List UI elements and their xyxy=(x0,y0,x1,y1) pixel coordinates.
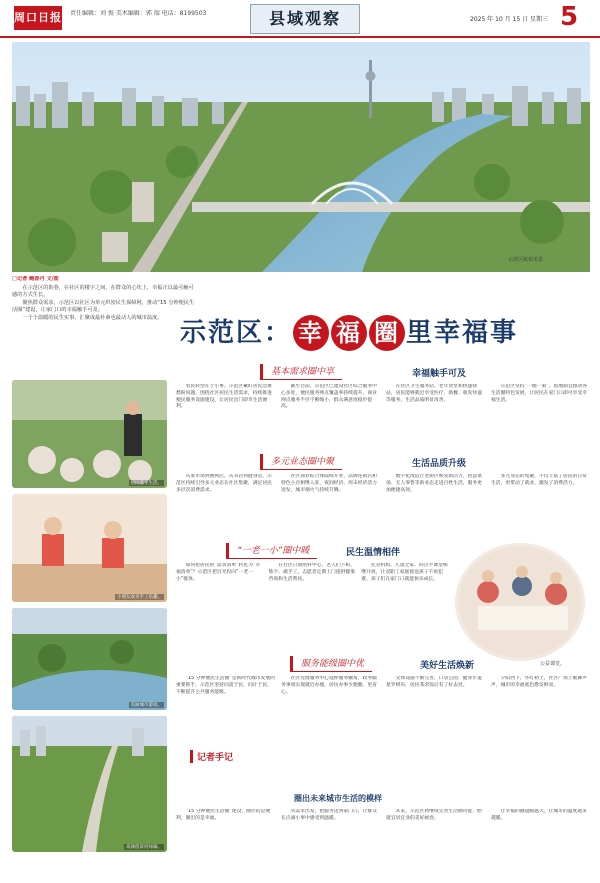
intro-paragraph: 聚焦群众需求，示范区以社区为单元织密民生保障网，推动“15 分钟便民生活圈”建设，让家门口的幸福触手可及。 xyxy=(12,300,195,313)
text-column: 文体设施不断完善，口袋公园、健身步道星罗棋布，居民茶余饭后有了好去处。 xyxy=(386,676,482,688)
text-column: 未来，示范区将继续完善生活圈功能，绘就宜居宜业的美好画卷。 xyxy=(386,809,482,821)
headline-suffix: 里幸福事 xyxy=(406,318,519,348)
headline-char-circle: 幸 xyxy=(293,315,329,351)
reporter-title: 圈出未来城市生活的模样 xyxy=(294,794,382,803)
reporter-body xyxy=(176,809,590,865)
section-body xyxy=(176,563,448,659)
reporter-tag: 记者手记 xyxy=(190,750,233,763)
side-photo-caption: 居民悠享生活。 xyxy=(130,481,162,486)
newspaper-logo: 周口日报 xyxy=(14,6,62,30)
main-headline xyxy=(180,312,519,352)
intro-text xyxy=(12,276,197,396)
children-photo xyxy=(12,494,167,602)
section-body xyxy=(176,676,590,730)
section-body xyxy=(176,474,590,544)
intro-paragraph: 在示范区的街巷，在社区的楼宇之间，在群众的心坎上，幸福正以最可触可感的方式生长。 xyxy=(12,285,194,298)
side-photo xyxy=(12,380,167,488)
text-column: 示范区坚持“一圈一策”，因地制宜推动各生活圈特色发展，让居民在家门口即可享受幸福生活。 xyxy=(491,384,588,403)
text-column: 从需求出发，把服务送到家门口，让群众在点滴小事中感受到温暖。 xyxy=(281,809,377,821)
people-photo xyxy=(12,380,167,488)
text-column: 从菜市场到便利店，从书店到健身房，示范区持续引导多元业态在社区集聚，满足居民多层次消费需求。 xyxy=(176,474,272,493)
section-title: 民生温情相伴 xyxy=(346,548,401,558)
column-title: 县域观察 xyxy=(250,4,360,34)
text-column: 让幸福的圈越画越大，让城市的温度越来越暖。 xyxy=(491,809,587,821)
side-photo-caption: 美丽城市游园。 xyxy=(130,703,162,708)
side-photo xyxy=(12,494,167,602)
aerial-city-image xyxy=(12,42,590,272)
text-column: 在社区日间照料中心，老人们下棋、练字、做手工，志愿者定期上门提供健康咨询和生活帮扶。 xyxy=(268,563,356,582)
intro-paragraph: 一个个温暖的民生实事，汇聚成最朴素也最动人的城市温度。 xyxy=(22,315,163,321)
text-column: 农民转型在于小事。示范区紧盯居民急难愁盼问题，围绕社区居民生活需求，持续推进便民服务设施建设，让居民出门即享生活便利。 xyxy=(176,384,272,410)
aerial-photo xyxy=(12,42,590,272)
byline: □记者 鲍春丹 文/图 xyxy=(12,276,59,282)
page-number: 5 xyxy=(560,2,579,32)
headline-char-circle: 福 xyxy=(331,315,367,351)
text-column: 夕阳西下，华灯初上，社区广场上歌舞声声，城市的幸福底色愈发鲜亮。 xyxy=(491,676,587,688)
editor-info xyxy=(70,10,240,18)
side-photo xyxy=(12,608,167,710)
section-header xyxy=(176,454,590,472)
text-column: 托育机构、儿童之家、四点半课堂相继开放，让双职工家庭接送孩子不再犯难，孩子们在家门口就能快乐成长。 xyxy=(361,563,448,582)
section-title: 美好生活焕新 xyxy=(420,661,475,671)
section-label: 服务能级圈中优 xyxy=(290,656,372,672)
headline-char-circle: 圈 xyxy=(369,315,405,351)
park-photo xyxy=(12,608,167,710)
section-services xyxy=(176,656,590,730)
reporter-note xyxy=(176,745,590,821)
section-business xyxy=(176,454,590,544)
side-photo-caption: 小朋友欢享手工乐趣。 xyxy=(117,595,162,600)
text-column: 多元业态的集聚，不仅丰富了居民的日常生活，更带动了就业、激发了消费活力。 xyxy=(491,474,587,486)
section-header xyxy=(176,364,590,382)
text-column: 社区党群服务中心延伸服务触角，政务服务事项实现就近办理，居民办事少跑腿、更省心。 xyxy=(281,676,377,695)
text-column: 截至目前，示范区已建设社区综合服务中心多处，便民服务网点覆盖率持续提升，商业网点服务半径不断缩小，群众满意度稳步提高。 xyxy=(281,384,377,410)
round-photo xyxy=(455,543,585,661)
section-title: 生活品质升级 xyxy=(412,459,467,469)
editor-line: 责任编辑：刘 俊 美术编辑：郭 瑞 电话：8199503 xyxy=(70,10,207,17)
text-column: “15 分钟便民生活圈”是新时代城市发展的重要抓手，示范区坚持问需于民、问计于民，不断提升公共服务能级。 xyxy=(176,676,275,695)
section-label: 多元业态圈中聚 xyxy=(260,454,342,470)
text-column: “15 分钟便民生活圈”建设，圈住的是便利，圈出的是幸福。 xyxy=(176,809,271,821)
text-column: 数字化改造让老街区焕发新活力，智慧菜场、无人零售等新业态走进百姓生活，服务更加便捷高效。 xyxy=(386,474,482,493)
section-title: 幸福触手可及 xyxy=(412,369,467,379)
issue-date: 2025 年 10 月 15 日 星期三 xyxy=(470,16,548,23)
top-photo-caption: 示范区航拍美景。 xyxy=(507,257,548,263)
text-column: 如何把居民的“需求清单”转化为“幸福清单”？示范区把目光投向“一老一小”群体。 xyxy=(176,563,261,582)
text-column: 社区商业综合体陆续开业，品牌连锁店和特色小店相继入驻，夜间经济、周末经济活力迸发，城市烟火气持续升腾。 xyxy=(281,474,377,493)
side-photo-column xyxy=(12,380,167,858)
section-header xyxy=(176,656,590,674)
side-photo xyxy=(12,716,167,852)
round-photo-caption: 公益课堂。 xyxy=(540,661,566,667)
text-column: 在社区卫生服务站、老年食堂和快递驿站，居民能够就近享受医疗、助餐、收发快递等服务，生活品质明显改善。 xyxy=(386,384,482,403)
section-label: 基本需求圈中享 xyxy=(260,364,342,380)
side-photo-caption: 高颜值滨河绿廊。 xyxy=(126,845,162,850)
masthead xyxy=(0,0,600,38)
headline-prefix: 示范区： xyxy=(180,318,293,348)
greenway-photo xyxy=(12,716,167,852)
section-label: “一老一小”圈中暖 xyxy=(226,543,317,559)
